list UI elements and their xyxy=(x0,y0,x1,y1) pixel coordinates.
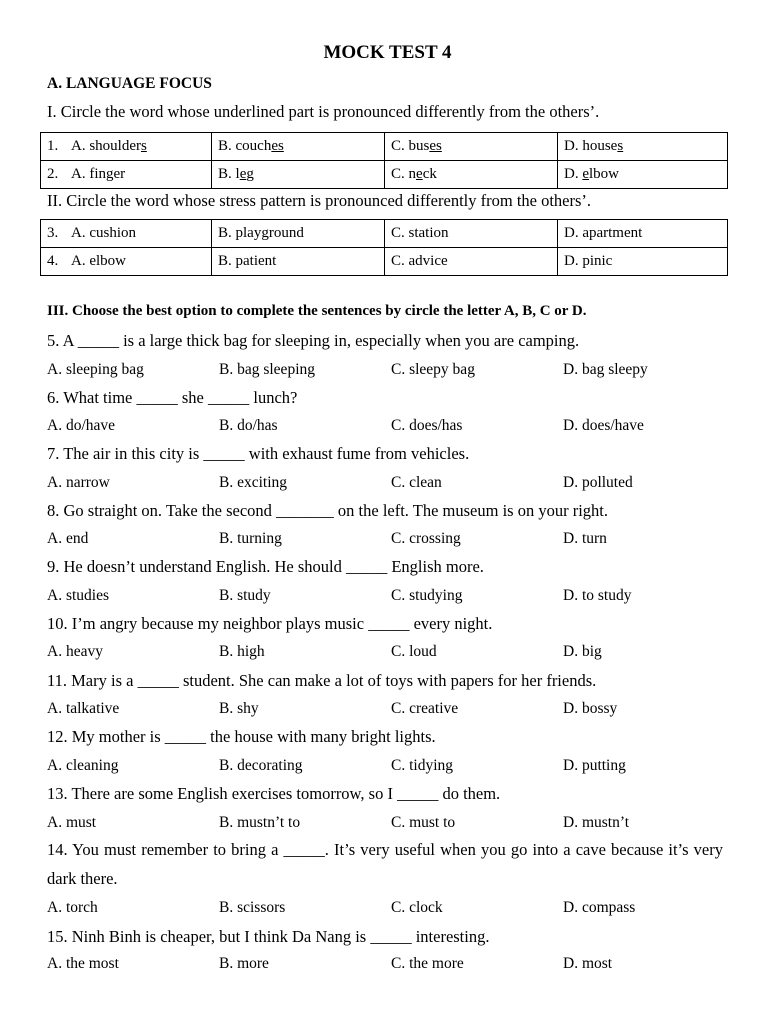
underlined-part: es xyxy=(429,138,442,154)
table-row xyxy=(41,133,728,161)
part1-instruction: I. Circle the word whose underlined part is pronounced differently from the others’. xyxy=(47,102,600,121)
option-d: D. bag sleepy xyxy=(563,361,648,378)
answer-cell: B. leg xyxy=(212,161,385,189)
option-c: C. tidying xyxy=(391,757,454,774)
option-b: B. exciting xyxy=(219,474,288,491)
option-c: C. the more xyxy=(391,955,464,972)
question-number: 4. xyxy=(47,253,59,269)
table-row xyxy=(41,248,728,276)
answer-cell: C. buses xyxy=(385,133,558,161)
question-stem: 10. I’m angry because my neighbor plays music _____ every night. xyxy=(47,614,493,633)
answer-cell: B. patient xyxy=(212,248,385,276)
option-b: B. study xyxy=(219,587,271,604)
answer-cell: 1. A. shoulders xyxy=(41,133,212,161)
answer-cell: B. couches xyxy=(212,133,385,161)
stress-table xyxy=(40,219,728,276)
question-number: 3. xyxy=(47,225,59,241)
option-c: C. clean xyxy=(391,474,442,491)
answer-cell: C. station xyxy=(385,220,558,248)
option-d: D. big xyxy=(563,643,602,660)
part2-instruction: II. Circle the word whose stress pattern is pronounced differently from the others’. xyxy=(47,191,592,210)
table-row xyxy=(41,161,728,189)
question-stem: 14. You must remember to bring a _____. It’s very useful when you go into a cave because it’s very dark there. xyxy=(47,840,723,888)
question-stem: 9. He doesn’t understand English. He should _____ English more. xyxy=(47,557,484,576)
option-d: D. does/have xyxy=(563,417,644,434)
underlined-part: e xyxy=(582,166,590,182)
question-stem: 11. Mary is a _____ student. She can make a lot of toys with papers for her friends. xyxy=(47,671,597,690)
section-heading-language-focus: A. LANGUAGE FOCUS xyxy=(47,75,212,92)
option-a: A. must xyxy=(47,814,97,831)
underlined-part: e xyxy=(416,166,423,182)
option-b: B. scissors xyxy=(219,899,286,916)
option-b: B. do/has xyxy=(219,417,278,434)
option-a: A. talkative xyxy=(47,700,120,717)
option-d: D. polluted xyxy=(563,474,633,491)
answer-cell: D. elbow xyxy=(558,161,728,189)
option-d: D. compass xyxy=(563,899,636,916)
option-c: C. does/has xyxy=(391,417,463,434)
question-number: 1. xyxy=(47,138,59,154)
answer-cell: 3. A. cushion xyxy=(41,220,212,248)
option-a: A. do/have xyxy=(47,417,116,434)
part3-instruction: III. Choose the best option to complete the sentences by circle the letter A, B, C or D. xyxy=(47,303,587,319)
option-c: C. clock xyxy=(391,899,443,916)
question-number: 2. xyxy=(47,166,59,182)
option-d: D. mustn’t xyxy=(563,814,630,831)
answer-cell: C. advice xyxy=(385,248,558,276)
answer-cell: D. pinic xyxy=(558,248,728,276)
option-c: C. creative xyxy=(391,700,459,717)
question-stem: 6. What time _____ she _____ lunch? xyxy=(47,388,298,407)
option-a: A. end xyxy=(47,530,89,547)
answer-cell: 4. A. elbow xyxy=(41,248,212,276)
option-b: B. turning xyxy=(219,530,282,547)
underlined-part: g xyxy=(106,166,114,182)
option-a: A. heavy xyxy=(47,643,103,660)
underlined-part: s xyxy=(141,138,147,154)
answer-cell: D. houses xyxy=(558,133,728,161)
underlined-part: s xyxy=(617,138,624,154)
option-d: D. to study xyxy=(563,587,632,604)
page-title: MOCK TEST 4 xyxy=(323,42,452,63)
option-c: C. loud xyxy=(391,643,437,660)
option-a: A. torch xyxy=(47,899,98,916)
option-b: B. more xyxy=(219,955,269,972)
option-b: B. shy xyxy=(219,700,259,717)
table-row xyxy=(41,220,728,248)
option-c: C. studying xyxy=(391,587,463,604)
answer-cell: D. apartment xyxy=(558,220,728,248)
option-a: A. studies xyxy=(47,587,109,604)
option-c: C. must to xyxy=(391,814,456,831)
option-d: D. bossy xyxy=(563,700,618,717)
option-a: A. cleaning xyxy=(47,757,119,774)
option-a: A. the most xyxy=(47,955,119,972)
option-b: B. high xyxy=(219,643,265,660)
question-stem: 8. Go straight on. Take the second _______ on the left. The museum is on your right. xyxy=(47,501,608,520)
answer-cell: 2. A. finger xyxy=(41,161,212,189)
option-a: A. sleeping bag xyxy=(47,361,144,378)
question-stem: 13. There are some English exercises tomorrow, so I _____ do them. xyxy=(47,784,501,803)
question-stem: 7. The air in this city is _____ with exhaust fume from vehicles. xyxy=(47,444,470,463)
pronunciation-table xyxy=(40,132,728,189)
underlined-part: e xyxy=(239,166,247,182)
option-c: C. sleepy bag xyxy=(391,361,475,378)
underlined-part: es xyxy=(271,138,284,154)
question-stem: 15. Ninh Binh is cheaper, but I think Da Nang is _____ interesting. xyxy=(47,927,490,946)
question-stem: 5. A _____ is a large thick bag for sleeping in, especially when you are camping. xyxy=(47,331,580,350)
option-d: D. most xyxy=(563,955,613,972)
option-a: A. narrow xyxy=(47,474,110,491)
option-d: D. putting xyxy=(563,757,626,774)
question-stem: 12. My mother is _____ the house with many bright lights. xyxy=(47,727,436,746)
option-d: D. turn xyxy=(563,530,607,547)
answer-cell: B. playground xyxy=(212,220,385,248)
answer-cell: C. neck xyxy=(385,161,558,189)
option-c: C. crossing xyxy=(391,530,461,547)
option-b: B. mustn’t to xyxy=(219,814,301,831)
option-b: B. bag sleeping xyxy=(219,361,315,378)
option-b: B. decorating xyxy=(219,757,303,774)
